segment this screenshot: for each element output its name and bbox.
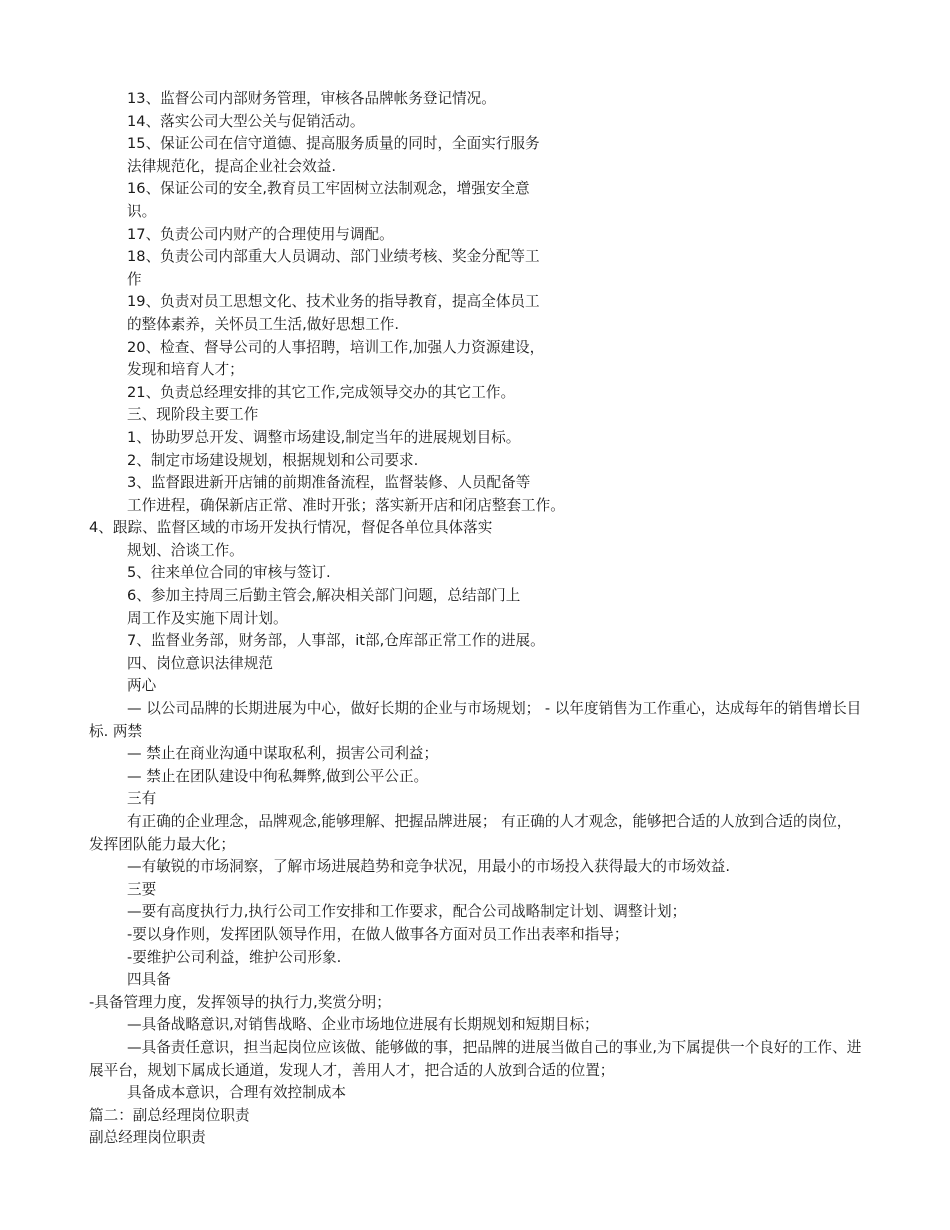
subheading: 三要 <box>127 880 157 898</box>
document-body <box>89 88 864 1150</box>
paragraph-line: 1、协助罗总开发、调整市场建设,制定当年的进展规划目标。 <box>127 428 521 446</box>
paragraph-line: 14、落实公司大型公关与促销活动。 <box>127 112 365 130</box>
paragraph-line: 具备成本意识，合理有效控制成本 <box>127 1084 346 1102</box>
paragraph-line: — 禁止在团队建设中徇私舞弊,做到公平公正。 <box>127 767 429 785</box>
paragraph: 有正确的企业理念，品牌观念,能够理解、把握品牌进展； 有正确的人才观念，能够把合适的人放到合适的岗位，发挥团队能力最大化； <box>89 813 852 853</box>
subheading: 三有 <box>127 790 157 808</box>
paragraph-line: 规划、洽谈工作。 <box>127 541 244 559</box>
paragraph-line: 7、监督业务部，财务部，人事部，it部,仓库部正常工作的进展。 <box>127 632 545 650</box>
paragraph-line: 工作进程，确保新店正常、准时开张；落实新开店和闭店整套工作。 <box>127 496 565 514</box>
paragraph-line: 21、负责总经理安排的其它工作,完成领导交办的其它工作。 <box>127 383 516 401</box>
paragraph-line: 4、跟踪、监督区域的市场开发执行情况，督促各单位具体落实 <box>89 519 493 537</box>
paragraph-line: 18、负责公司内部重大人员调动、部门业绩考核、奖金分配等工 <box>127 248 540 266</box>
article-title: 副总经理岗位职责 <box>89 1129 206 1147</box>
paragraph-line: 的整体素养，关怀员工生活,做好思想工作. <box>127 315 399 333</box>
paragraph: — 以公司品牌的长期进展为中心，做好长期的企业与市场规划； - 以年度销售为工作重心，达成每年的销售增长目标. 两禁 <box>89 700 862 740</box>
paragraph-line: 作 <box>127 270 142 288</box>
paragraph-line: -具备管理力度，发挥领导的执行力,奖赏分明； <box>89 993 391 1011</box>
paragraph-line: —要有高度执行力,执行公司工作安排和工作要求，配合公司战略制定计划、调整计划； <box>127 903 687 921</box>
paragraph-line: 周工作及实施下周计划。 <box>127 609 288 627</box>
paragraph-line: 6、参加主持周三后勤主管会,解决相关部门问题，总结部门上 <box>127 587 521 605</box>
paragraph-line: 2、制定市场建设规划，根据规划和公司要求. <box>127 451 419 469</box>
paragraph-line: 发现和培育人才； <box>127 361 244 379</box>
paragraph-line: —有敏锐的市场洞察，了解市场进展趋势和竞争状况，用最小的市场投入获得最大的市场效益. <box>127 858 730 876</box>
paragraph-line: 19、负责对员工思想文化、技术业务的指导教育，提高全体员工 <box>127 293 540 311</box>
paragraph-line: 13、监督公司内部财务管理，审核各品牌帐务登记情况。 <box>127 90 496 107</box>
section-heading: 四、岗位意识法律规范 <box>127 654 273 672</box>
paragraph-line: 5、往来单位合同的审核与签订. <box>127 564 331 582</box>
paragraph-line: -要维护公司利益，维护公司形象. <box>127 948 342 966</box>
paragraph: —具备责任意识，担当起岗位应该做、能够做的事，把品牌的进展当做自己的事业,为下属提供一个良好的工作、进展平台，规划下属成长通道，发现人才，善用人才，把合适的人放到合适的位置； <box>89 1038 862 1079</box>
paragraph-line: 17、负责公司内财产的合理使用与调配。 <box>127 225 394 243</box>
paragraph-line: — 禁止在商业沟通中谋取私利，损害公司利益； <box>127 745 439 763</box>
paragraph-line: 3、监督跟进新开店铺的前期准备流程，监督装修、人员配备等 <box>127 474 531 492</box>
subheading: 四具备 <box>127 971 171 989</box>
paragraph-line: -要以身作则，发挥团队领导作用，在做人做事各方面对员工作出表率和指导； <box>127 925 629 943</box>
paragraph-line: 20、检查、督导公司的人事招聘，培训工作,加强人力资源建设， <box>127 338 545 356</box>
article-heading: 篇二：副总经理岗位职责 <box>89 1106 250 1124</box>
paragraph-line: 法律规范化，提高企业社会效益. <box>127 157 336 175</box>
paragraph-line: 16、保证公司的安全,教育员工牢固树立法制观念，增强安全意 <box>127 180 530 198</box>
paragraph-line: 15、保证公司在信守道德、提高服务质量的同时，全面实行服务 <box>127 135 540 153</box>
paragraph-line: —具备战略意识,对销售战略、企业市场地位进展有长期规划和短期目标； <box>127 1016 599 1034</box>
section-heading: 三、现阶段主要工作 <box>127 406 259 424</box>
subheading: 两心 <box>127 677 157 695</box>
paragraph-line: 识。 <box>127 202 157 220</box>
